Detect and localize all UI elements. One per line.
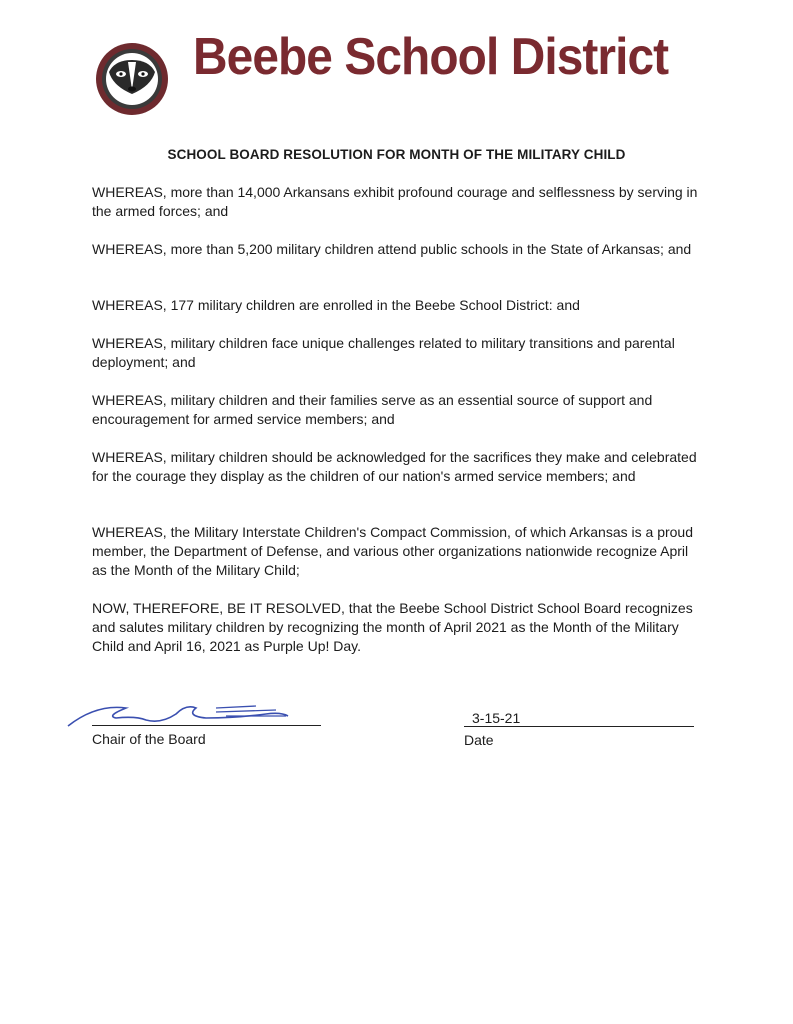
whereas-paragraph: WHEREAS, military children should be acknowledged for the sacrifices they make and celebrated for the courage they display as the children of our nation's armed service members; and	[92, 449, 697, 484]
whereas-paragraph: WHEREAS, military children and their families serve as an essential source of support and encouragement for armed service members; and	[92, 392, 653, 427]
resolved-paragraph: NOW, THEREFORE, BE IT RESOLVED, that the Beebe School District School Board recognizes and salutes military children by recognizing the month of April 2021 as the Month of the Military Child and April 16, 2021 as Purple Up! Day.	[92, 600, 693, 654]
whereas-paragraph: WHEREAS, 177 military children are enrolled in the Beebe School District: and	[92, 297, 580, 313]
whereas-paragraph: WHEREAS, the Military Interstate Children's Compact Commission, of which Arkansas is a proud member, the Department of Defense, and various other organizations nationwide recognize April as the Month of the Military Child;	[92, 524, 694, 578]
whereas-paragraph: WHEREAS, more than 14,000 Arkansans exhibit profound courage and selflessness by serving in the armed forces; and	[92, 184, 698, 219]
district-name: Beebe School District	[193, 28, 669, 86]
date-value: 3-15-21	[472, 710, 521, 726]
date-line	[464, 726, 694, 727]
chair-label: Chair of the Board	[92, 731, 206, 747]
date-label: Date	[464, 732, 494, 748]
badger-logo-icon	[95, 42, 169, 116]
chair-signature-line	[92, 725, 321, 726]
resolution-title: SCHOOL BOARD RESOLUTION FOR MONTH OF THE MILITARY CHILD	[167, 147, 626, 162]
handwritten-signature	[66, 694, 296, 734]
whereas-paragraph: WHEREAS, more than 5,200 military children attend public schools in the State of Arkansas; and	[92, 241, 692, 257]
whereas-paragraph: WHEREAS, military children face unique challenges related to military transitions and parental deployment; and	[92, 335, 675, 370]
